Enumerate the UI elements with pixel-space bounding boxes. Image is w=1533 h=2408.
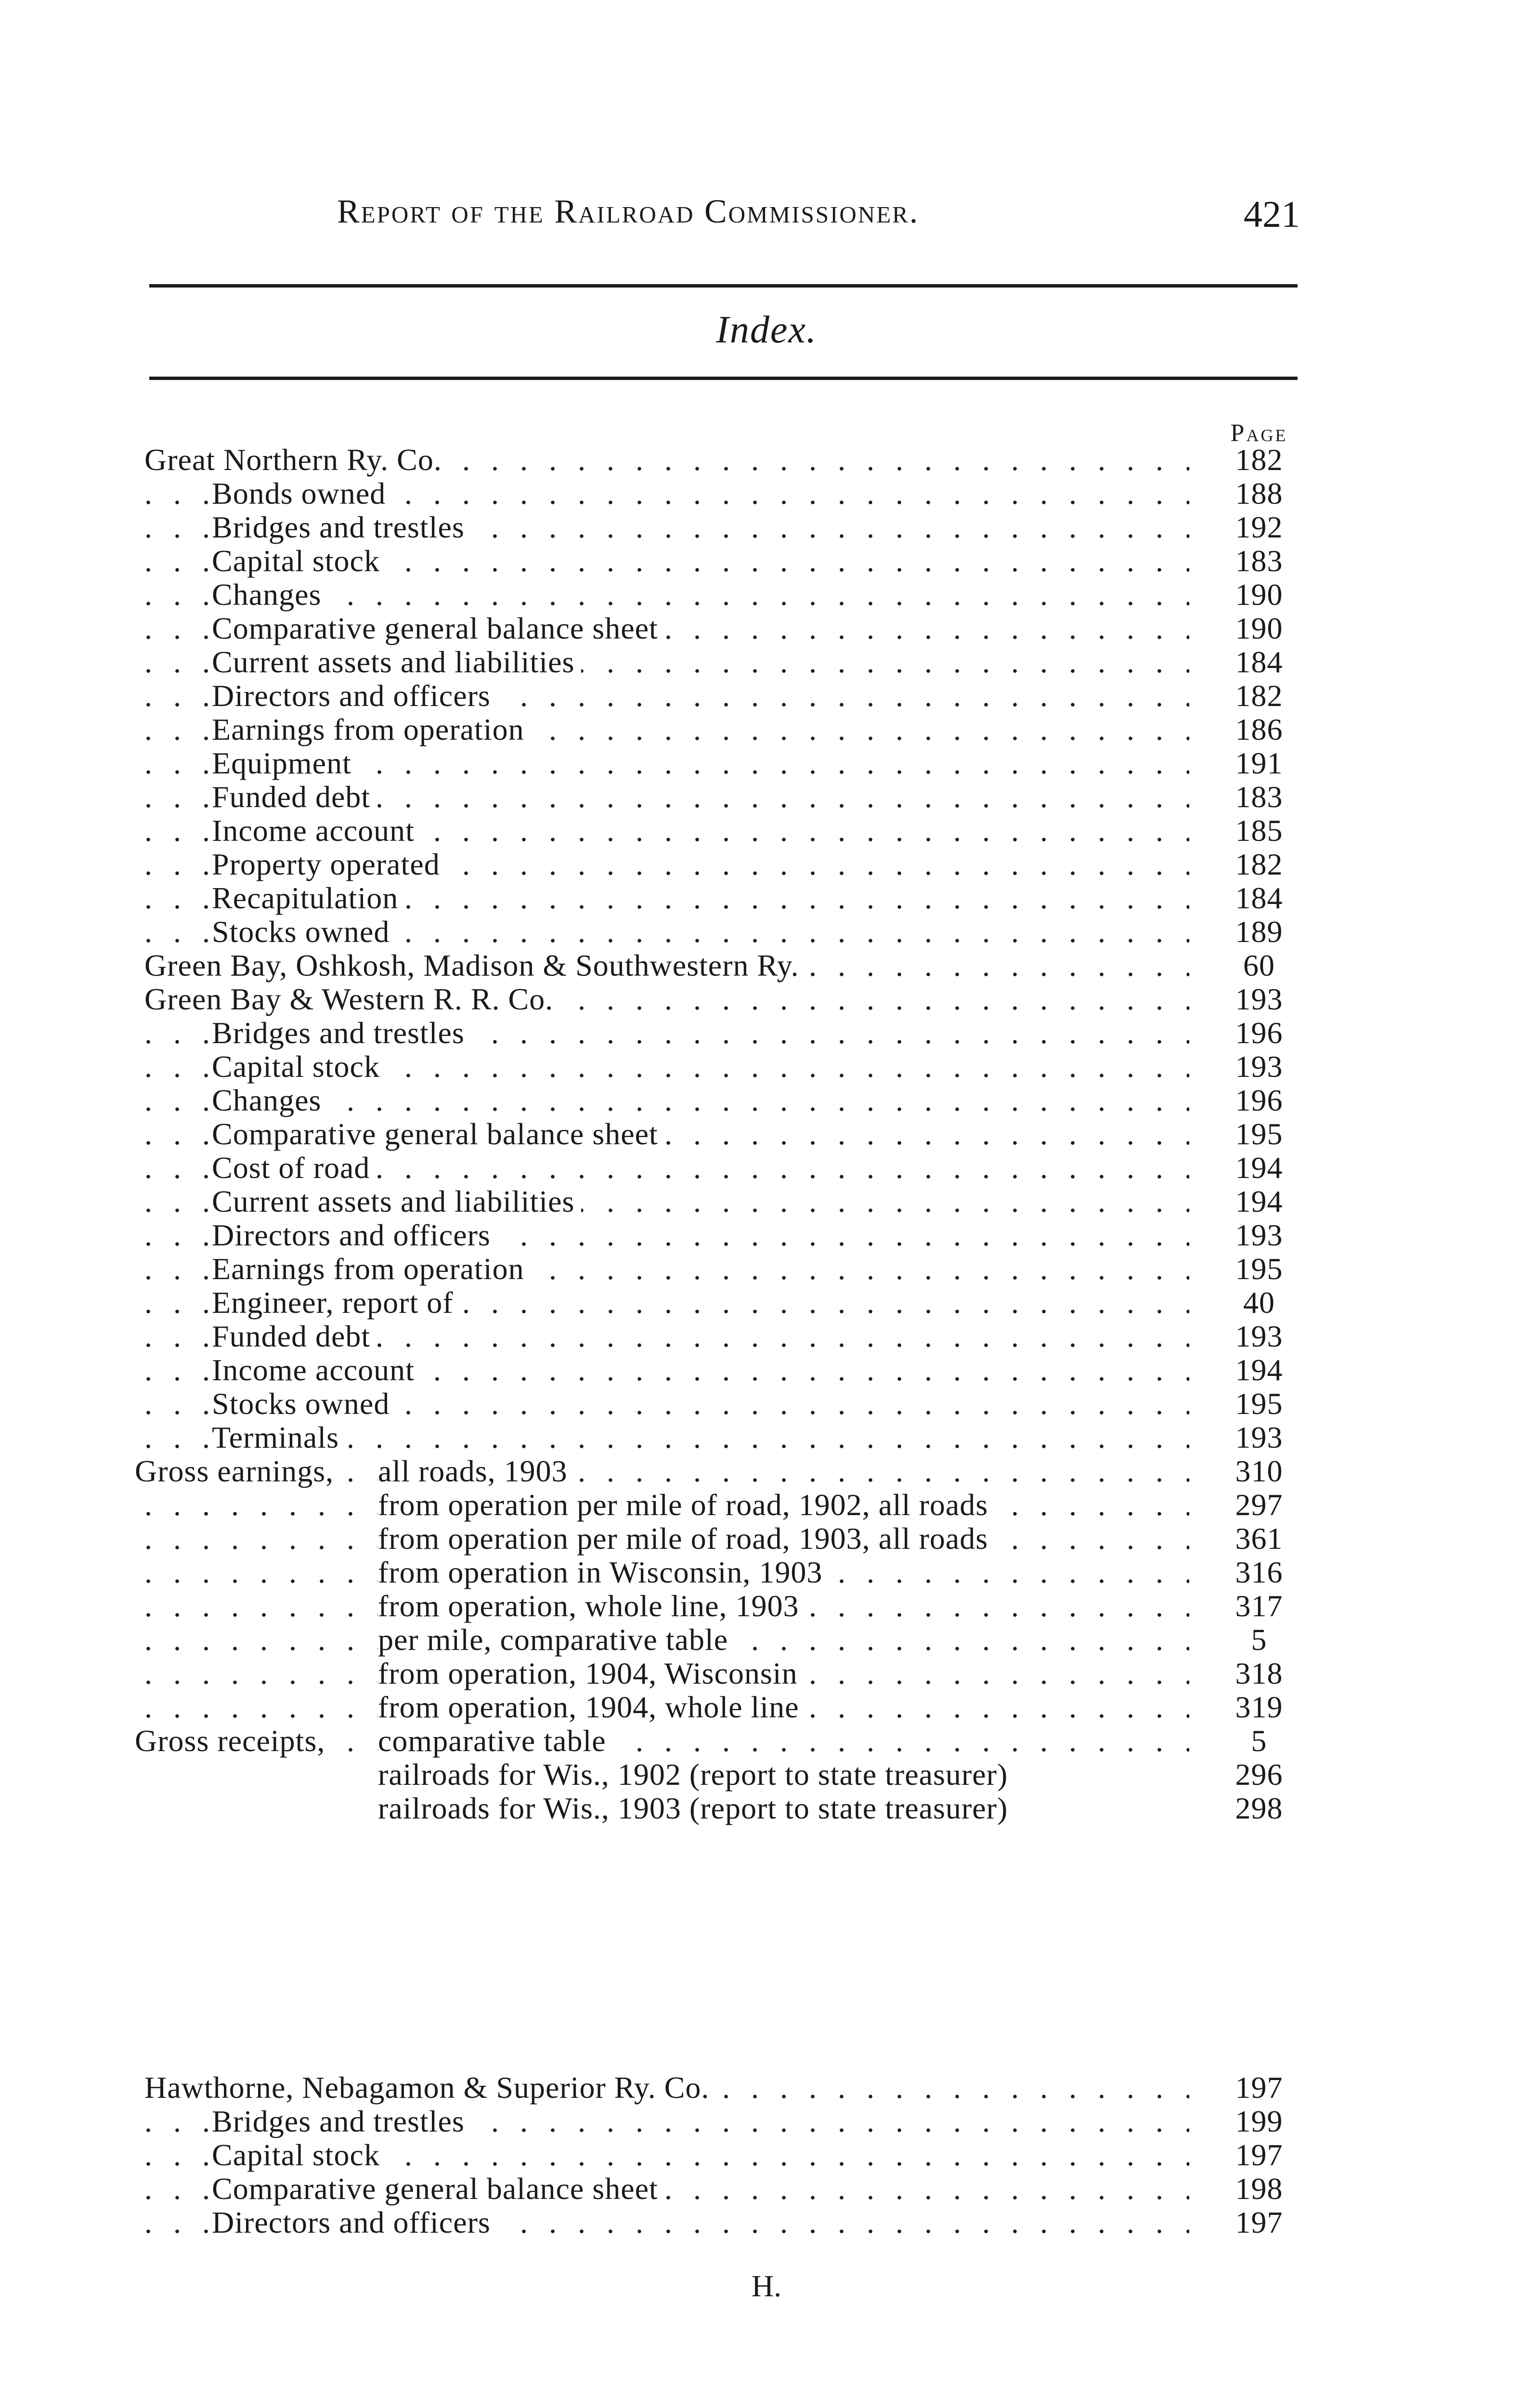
index-entry: [0, 2172, 1533, 2206]
index-entry-label: Income account: [212, 814, 421, 848]
index-entry: [0, 1286, 1533, 1320]
index-entry-page: 361: [1235, 1521, 1283, 1556]
index-entry: [0, 1623, 1533, 1657]
index-entry: [0, 949, 1533, 982]
index-entry: [0, 1050, 1533, 1084]
index-entry-page: 60: [1243, 948, 1275, 982]
index-entry-label: Directors and officers: [212, 1218, 497, 1252]
index-entry-page: 310: [1235, 1454, 1283, 1488]
index-entry-label: Engineer, report of: [212, 1286, 460, 1320]
index-entry-label: Comparative general balance sheet: [212, 1117, 665, 1151]
index-entry-page: 193: [1235, 1420, 1283, 1454]
index-entry-label: Changes: [212, 578, 328, 612]
index-entry-page: 184: [1235, 645, 1283, 679]
index-entry-page: 195: [1235, 1387, 1283, 1421]
index-entry: [0, 848, 1533, 881]
index-entry: [0, 1792, 1533, 1825]
index-entry: [0, 2206, 1533, 2239]
index-entry-page: 193: [1235, 1049, 1283, 1084]
index-entry-page: 5: [1251, 1623, 1267, 1657]
index-entry: [0, 2071, 1533, 2105]
index-entry-label: Earnings from operation: [212, 1252, 531, 1286]
index-entry: [0, 1421, 1533, 1454]
index-entry-label: Directors and officers: [212, 679, 497, 713]
index-entry-label: Income account: [212, 1353, 421, 1387]
index-entry-label: comparative table: [378, 1724, 613, 1758]
index-entry-label: Bridges and trestles: [212, 2105, 471, 2138]
index-entry: [0, 1758, 1533, 1792]
index-entry: [0, 1117, 1533, 1151]
index-entry-page: 318: [1235, 1656, 1283, 1690]
index-entry: [0, 713, 1533, 746]
index-entry-label: per mile, comparative table: [378, 1623, 735, 1657]
index-entry: [0, 2138, 1533, 2172]
section-letter-h: H.: [751, 2269, 782, 2303]
index-entry-page: 191: [1235, 746, 1283, 780]
index-entry: [0, 1185, 1533, 1218]
index-entry-page: 196: [1235, 1016, 1283, 1050]
running-header: [144, 193, 1300, 250]
index-entry-label: Current assets and liabilities: [212, 645, 581, 679]
page-number: 421: [1244, 193, 1300, 235]
index-entry-page: 193: [1235, 1319, 1283, 1353]
index-entry-page: 192: [1235, 510, 1283, 544]
index-entry-label: from operation, 1904, whole line: [378, 1690, 805, 1724]
index-entry-label: Hawthorne, Nebagamon & Superior Ry. Co.: [144, 2071, 716, 2105]
index-title: Index.: [716, 309, 817, 351]
index-entry-heading: Gross earnings,: [135, 1454, 334, 1488]
index-entry-heading: Gross receipts,: [135, 1724, 325, 1758]
index-entry-label: Terminals: [212, 1421, 346, 1454]
index-entry-label: Green Bay & Western R. R. Co.: [144, 982, 560, 1016]
index-entry-page: 190: [1235, 611, 1283, 645]
index-entry: [0, 645, 1533, 679]
index-entry-label: Bridges and trestles: [212, 1016, 471, 1050]
index-entry: [0, 1387, 1533, 1421]
index-entry-page: 319: [1235, 1690, 1283, 1724]
index-entry-page: 193: [1235, 1218, 1283, 1252]
index-entry-label: Capital stock: [212, 2138, 387, 2172]
index-entry: [0, 578, 1533, 612]
index-entry: [0, 679, 1533, 713]
index-entry-page: 194: [1235, 1184, 1283, 1218]
index-entry-page: 5: [1251, 1724, 1267, 1758]
index-entry: [0, 1556, 1533, 1589]
index-entry: [0, 881, 1533, 915]
index-entry-label: Funded debt: [212, 780, 377, 814]
index-entry: [0, 1589, 1533, 1623]
index-entry: [0, 1084, 1533, 1117]
index-entry-label: Directors and officers: [212, 2206, 497, 2239]
index-entry-page: 197: [1235, 2138, 1283, 2172]
index-entry-label: all roads, 1903: [378, 1454, 574, 1488]
index-entry: [0, 1320, 1533, 1353]
index-entry: [0, 1454, 1533, 1488]
index-entry-label: Recapitulation: [212, 881, 405, 915]
index-entry: [0, 814, 1533, 848]
index-entry-label: Bridges and trestles: [212, 510, 471, 544]
index-entry-label: Changes: [212, 1084, 328, 1117]
index-entry: [0, 746, 1533, 780]
page-column-header: Page: [1230, 419, 1288, 447]
index-entry: [0, 1724, 1533, 1758]
index-entry-page: 197: [1235, 2205, 1283, 2239]
index-entry-page: 196: [1235, 1083, 1283, 1117]
index-entry-label: Cost of road: [212, 1151, 377, 1185]
top-rule: [149, 284, 1298, 288]
index-entry-page: 195: [1235, 1117, 1283, 1151]
index-entry-page: 296: [1235, 1757, 1283, 1792]
index-entry: [0, 1218, 1533, 1252]
index-entry: [0, 1151, 1533, 1185]
index-entry-page: 182: [1235, 847, 1283, 881]
index-entry-page: 199: [1235, 2104, 1283, 2138]
index-entry: [0, 1252, 1533, 1286]
running-title: Report of the Railroad Commissioner.: [337, 193, 920, 230]
index-entry-label: from operation in Wisconsin, 1903: [378, 1556, 829, 1589]
index-entry-label: Bonds owned: [212, 477, 392, 510]
index-entry-page: 186: [1235, 712, 1283, 746]
index-entry-page: 317: [1235, 1589, 1283, 1623]
index-entry: [0, 982, 1533, 1016]
index-entry-page: 185: [1235, 813, 1283, 848]
index-entry: [0, 780, 1533, 814]
index-entry: [0, 510, 1533, 544]
index-entries-list: [0, 443, 1533, 1825]
bottom-rule: [149, 377, 1298, 380]
index-entry-page: 190: [1235, 577, 1283, 612]
index-entry: [0, 2105, 1533, 2138]
index-entry-page: 197: [1235, 2070, 1283, 2105]
index-entry-label: Earnings from operation: [212, 713, 531, 746]
index-entry: [0, 1690, 1533, 1724]
index-entry-page: 182: [1235, 443, 1283, 477]
index-entry-label: Capital stock: [212, 1050, 387, 1084]
index-entry-label: Stocks owned: [212, 915, 396, 949]
index-entry-label: Green Bay, Oshkosh, Madison & Southwestern Ry.: [144, 949, 805, 982]
index-entry-page: 194: [1235, 1151, 1283, 1185]
index-entry-page: 188: [1235, 476, 1283, 510]
index-entry: [0, 443, 1533, 477]
index-entry-label: from operation per mile of road, 1903, all roads: [378, 1522, 995, 1556]
index-entry-page: 193: [1235, 982, 1283, 1016]
index-entry: [0, 612, 1533, 645]
index-entry-page: 195: [1235, 1252, 1283, 1286]
index-entry-page: 183: [1235, 780, 1283, 814]
index-entry-page: 194: [1235, 1353, 1283, 1387]
index-entry: [0, 1522, 1533, 1556]
index-entry-page: 297: [1235, 1488, 1283, 1522]
index-entry: [0, 477, 1533, 510]
index-entry-page: 316: [1235, 1555, 1283, 1589]
index-entry-label: railroads for Wis., 1902 (report to state treasurer): [378, 1757, 1008, 1792]
index-entry-label: Great Northern Ry. Co.: [144, 443, 449, 477]
index-entry-label: from operation per mile of road, 1902, all roads: [378, 1488, 995, 1522]
index-entry: [0, 544, 1533, 578]
index-entry-label: from operation, whole line, 1903: [378, 1589, 805, 1623]
index-entry-page: 182: [1235, 679, 1283, 713]
index-entry-page: 298: [1235, 1791, 1283, 1825]
index-entry-label: Equipment: [212, 746, 358, 780]
index-entry-page: 183: [1235, 544, 1283, 578]
index-entry-label: Comparative general balance sheet: [212, 612, 665, 645]
index-entry-page: 184: [1235, 881, 1283, 915]
index-entry-label: Comparative general balance sheet: [212, 2172, 665, 2206]
index-entry-label: Funded debt: [212, 1320, 377, 1353]
index-entry-label: from operation, 1904, Wisconsin: [378, 1657, 805, 1690]
index-entry-label: Current assets and liabilities: [212, 1185, 581, 1218]
index-entry-label: Capital stock: [212, 544, 387, 578]
index-entry-label: Stocks owned: [212, 1387, 396, 1421]
index-entry-label: Property operated: [212, 848, 447, 881]
index-entry-label: railroads for Wis., 1903 (report to state treasurer): [378, 1791, 1008, 1825]
index-entry-page: 189: [1235, 915, 1283, 949]
index-entry: [0, 1657, 1533, 1690]
index-entry: [0, 1353, 1533, 1387]
index-entry-page: 40: [1243, 1285, 1275, 1320]
index-entry: [0, 1016, 1533, 1050]
index-entries-list-h: [0, 2071, 1533, 2239]
index-entry-page: 198: [1235, 2172, 1283, 2206]
index-entry: [0, 1488, 1533, 1522]
index-entry: [0, 915, 1533, 949]
